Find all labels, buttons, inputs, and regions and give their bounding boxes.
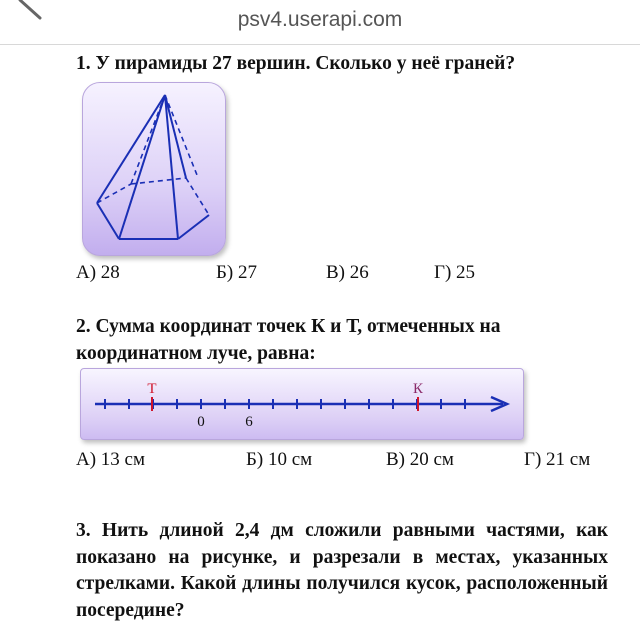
question-2-line-2: координатном луче, равна: <box>76 343 316 364</box>
answer-v[interactable]: В) 26 <box>326 262 369 283</box>
question-1-text: 1. У пирамиды 27 вершин. Сколько у неё граней? <box>76 53 516 74</box>
answer-a[interactable]: А) 28 <box>76 262 120 283</box>
question-2-line-1: 2. Сумма координат точек К и Т, отмеченных на <box>76 316 501 337</box>
answer-v[interactable]: В) 20 см <box>386 449 454 470</box>
label-zero: 0 <box>197 414 205 430</box>
answer-b[interactable]: Б) 27 <box>216 262 257 283</box>
pyramid-drawing <box>83 83 225 255</box>
answer-b[interactable]: Б) 10 см <box>246 449 313 470</box>
label-t: Т <box>147 381 157 397</box>
label-six: 6 <box>245 414 253 430</box>
question-1-answers <box>76 262 616 286</box>
number-ray <box>81 369 523 439</box>
question-3-text: 3. Нить длиной 2,4 дм сложили равными частями, как показано на рисунке, и разрезали в местах, указанных стрелками. Какой длины получился кусок, расположенный посередине? <box>76 520 608 621</box>
answer-a[interactable]: А) 13 см <box>76 449 146 470</box>
answer-g[interactable]: Г) 25 <box>434 262 476 283</box>
url-text[interactable]: psv4.userapi.com <box>237 8 403 31</box>
pyramid-figure <box>82 82 226 256</box>
number-ray-figure <box>80 368 524 440</box>
question-2-text <box>76 313 501 367</box>
browser-address-bar[interactable] <box>0 0 640 45</box>
label-k: К <box>412 381 424 397</box>
answer-g[interactable]: Г) 21 см <box>524 449 591 470</box>
question-2-answers <box>76 449 616 473</box>
